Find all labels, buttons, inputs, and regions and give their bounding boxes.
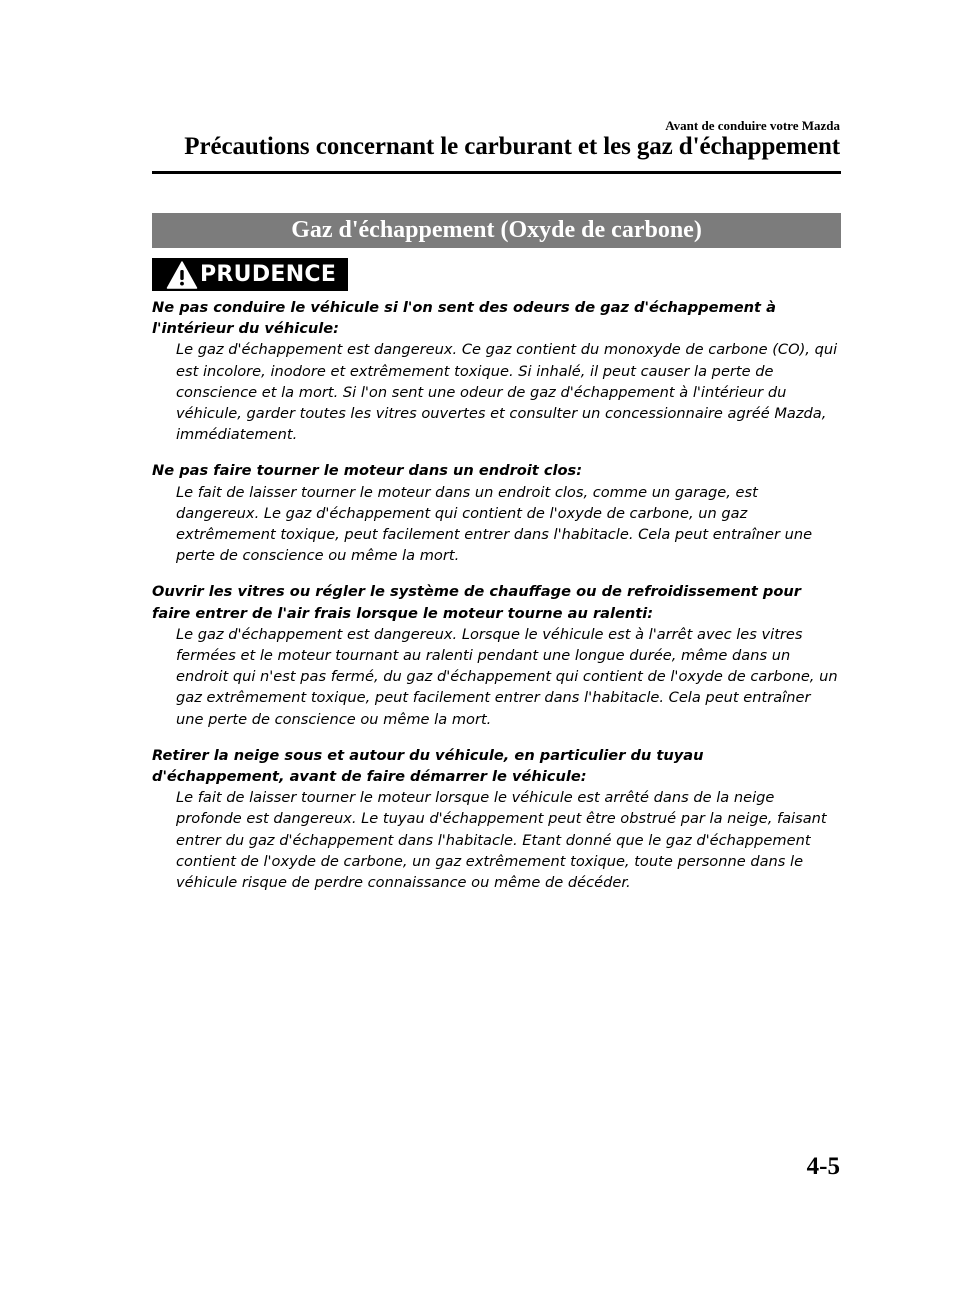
caution-badge <box>152 258 348 291</box>
caution-item-body: Le fait de laisser tourner le moteur lorsque le véhicule est arrêté dans de la neige profonde est dangereux. Le tuyau d'échappement peut être obstrué par la neige, faisant entrer du gaz d'échappement dans l'habitacle. Etant donné que le gaz d'échappement contient de l'oxyde de carbone, un gaz extrêmement toxique, toute personne dans le véhicule risque de perdre connaissance ou même de décéder. <box>176 789 827 892</box>
caution-item-heading: Ne pas conduire le véhicule si l'on sent des odeurs de gaz d'échappement à l'intérieur du véhicule: <box>152 299 776 338</box>
section-title: Gaz d'échappement (Oxyde de carbone) <box>291 217 702 243</box>
header-divider <box>152 171 841 174</box>
caution-item-heading: Retirer la neige sous et autour du véhicule, en particulier du tuyau d'échappement, avant de faire démarrer le véhicule: <box>152 746 704 786</box>
caution-item-heading: Ne pas faire tourner le moteur dans un endroit clos: <box>152 462 583 480</box>
warning-triangle-icon <box>166 260 198 290</box>
caution-item-body: Le gaz d'échappement est dangereux. Lorsque le véhicule est à l'arrêt avec les vitres fermées et le moteur tournant au ralenti pendant une longue durée, même dans un endroit qui n'est pas fermé, du gaz d'échappement qui contient de l'oxyde de carbone, un gaz extrêmement toxique, peut facilement entrer dans l'habitacle. Cela peut entraîner une perte de conscience ou même la mort. <box>176 625 838 728</box>
caution-item-heading: Ouvrir les vitres ou régler le système de chauffage ou de refroidissement pour faire entrer de l'air frais lorsque le moteur tourne au ralenti: <box>152 583 801 622</box>
page-header-title: Précautions concernant le carburant et les gaz d'échappement <box>184 133 840 160</box>
caution-item-body: Le gaz d'échappement est dangereux. Ce gaz contient du monoxyde de carbone (CO), qui est incolore, inodore et extrêmement toxique. Si inhalé, il peut causer la perte de conscience et la mort. Si l'on sent une odeur de gaz d'échappement à l'intérieur du véhicule, garder toutes les vitres ouvertes et consulter un concessionnaire agréé Mazda, immédiatement. <box>176 341 838 444</box>
section-banner <box>152 213 841 248</box>
caution-item <box>152 460 841 566</box>
caution-label: PRUDENCE <box>200 262 337 287</box>
caution-item <box>152 745 841 893</box>
page-number: 4-5 <box>806 1153 840 1180</box>
caution-item <box>152 581 841 729</box>
caution-item-body: Le fait de laisser tourner le moteur dans un endroit clos, comme un garage, est dangereux. Le gaz d'échappement qui contient de l'oxyde de carbone, un gaz extrêmement toxique, peut facilement entrer dans l'habitacle. Cela peut entraîner une perte de conscience ou même la mort. <box>176 483 813 565</box>
caution-content <box>152 297 841 908</box>
chapter-subtitle: Avant de conduire votre Mazda <box>665 118 840 133</box>
caution-item <box>152 297 841 445</box>
